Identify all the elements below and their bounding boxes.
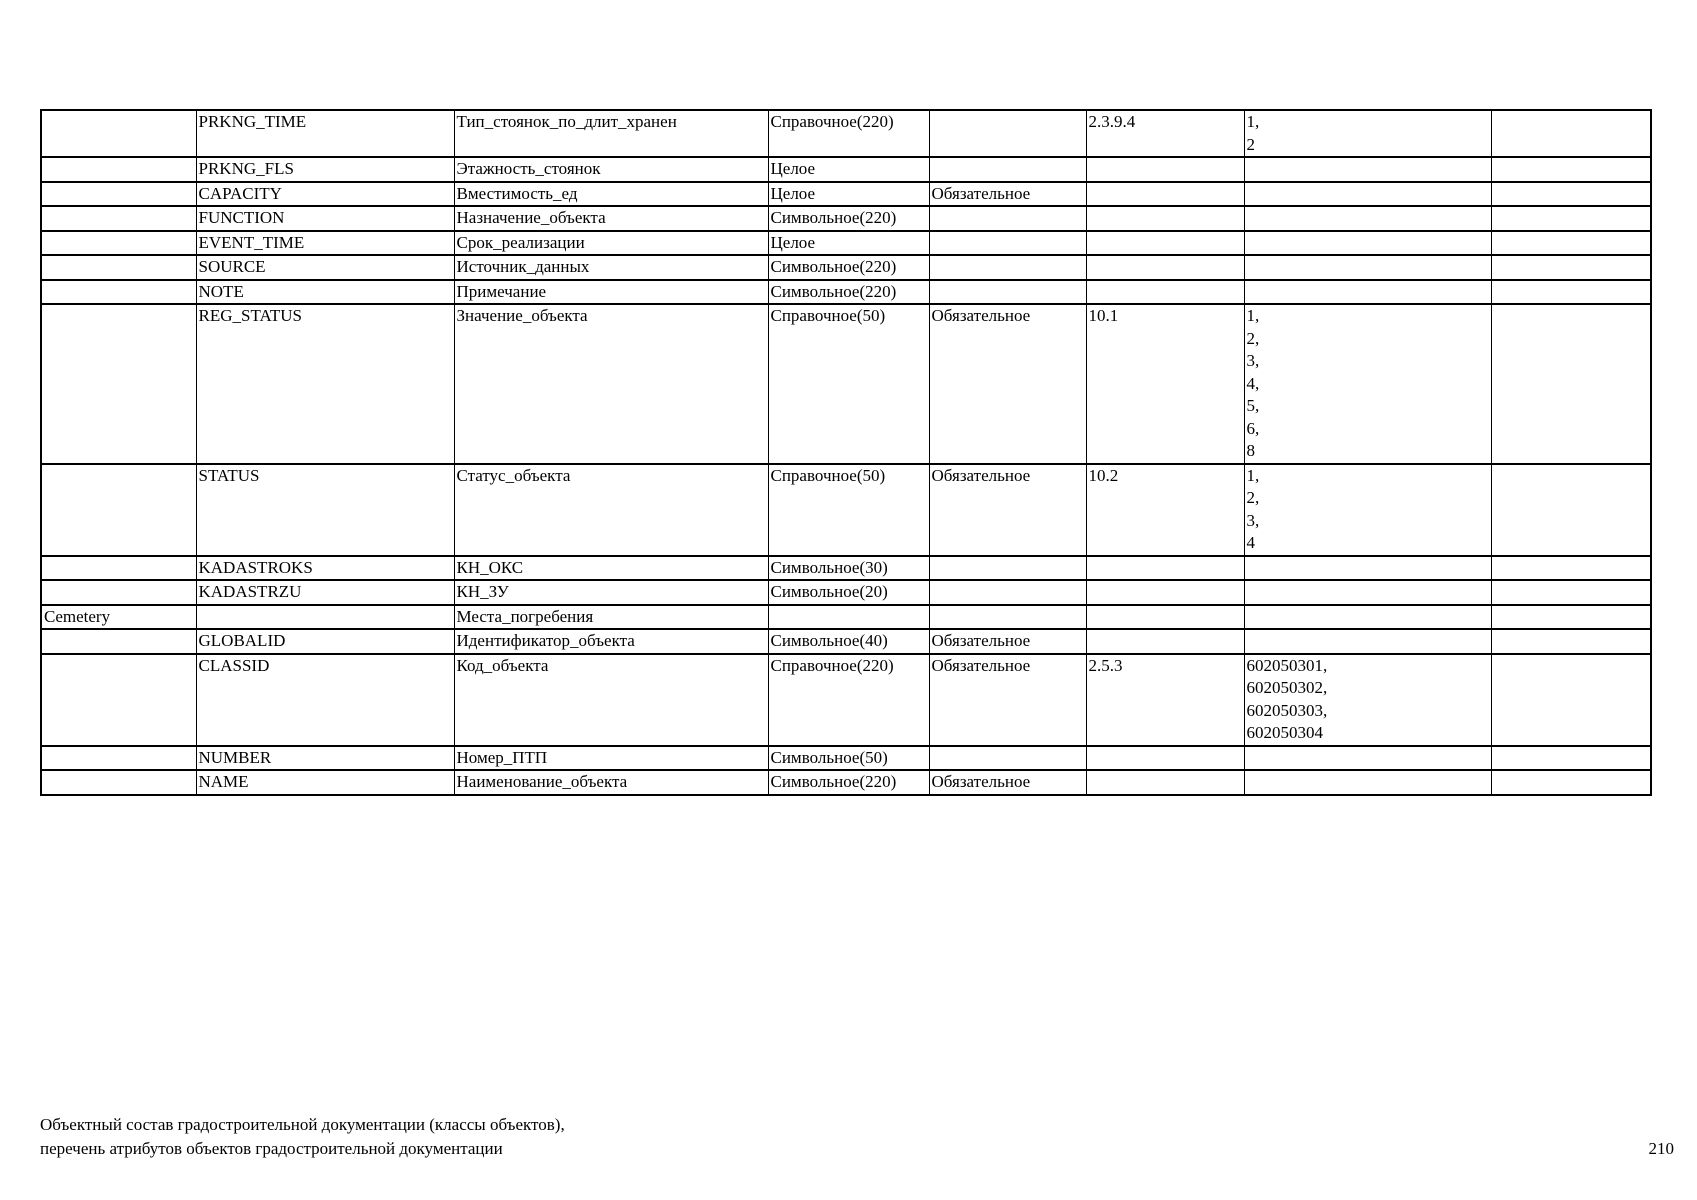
class-name-cell <box>41 255 196 280</box>
class-name-cell <box>41 110 196 157</box>
alias-cell: Вместимость_ед <box>454 182 768 207</box>
field-name-cell: FUNCTION <box>196 206 454 231</box>
table-row <box>41 304 1651 464</box>
required-cell: Обязательное <box>929 770 1086 795</box>
reference-cell <box>1086 182 1244 207</box>
reference-cell: 2.5.3 <box>1086 654 1244 746</box>
field-name-cell: STATUS <box>196 464 454 556</box>
values-cell: 602050301, 602050302, 602050303, 602050304 <box>1244 654 1491 746</box>
note-cell <box>1491 580 1651 605</box>
values-cell <box>1244 182 1491 207</box>
note-cell <box>1491 182 1651 207</box>
alias-cell: Номер_ПТП <box>454 746 768 771</box>
reference-cell <box>1086 556 1244 581</box>
note-cell <box>1491 629 1651 654</box>
field-name-cell: KADASTROKS <box>196 556 454 581</box>
field-name-cell: GLOBALID <box>196 629 454 654</box>
reference-cell <box>1086 206 1244 231</box>
values-cell <box>1244 629 1491 654</box>
alias-cell: КН_ЗУ <box>454 580 768 605</box>
required-cell <box>929 255 1086 280</box>
reference-cell <box>1086 746 1244 771</box>
data-type-cell: Символьное(220) <box>768 255 929 280</box>
table-row <box>41 629 1651 654</box>
alias-cell: Значение_объекта <box>454 304 768 464</box>
reference-cell <box>1086 770 1244 795</box>
field-name-cell: KADASTRZU <box>196 580 454 605</box>
field-name-cell: NUMBER <box>196 746 454 771</box>
required-cell <box>929 605 1086 630</box>
data-type-cell: Символьное(50) <box>768 746 929 771</box>
values-cell <box>1244 157 1491 182</box>
reference-cell: 10.1 <box>1086 304 1244 464</box>
values-cell <box>1244 206 1491 231</box>
table-row <box>41 182 1651 207</box>
required-cell: Обязательное <box>929 464 1086 556</box>
required-cell <box>929 157 1086 182</box>
values-cell <box>1244 580 1491 605</box>
class-name-cell <box>41 280 196 305</box>
required-cell <box>929 110 1086 157</box>
class-name-cell <box>41 304 196 464</box>
data-type-cell: Символьное(220) <box>768 206 929 231</box>
footer-caption <box>40 1113 565 1161</box>
data-type-cell: Справочное(220) <box>768 654 929 746</box>
attributes-table-body <box>41 110 1651 795</box>
reference-cell: 2.3.9.4 <box>1086 110 1244 157</box>
table-row <box>41 605 1651 630</box>
data-type-cell: Символьное(220) <box>768 770 929 795</box>
alias-cell: Назначение_объекта <box>454 206 768 231</box>
alias-cell: Примечание <box>454 280 768 305</box>
table-row <box>41 231 1651 256</box>
field-name-cell: EVENT_TIME <box>196 231 454 256</box>
alias-cell: КН_ОКС <box>454 556 768 581</box>
class-name-cell <box>41 182 196 207</box>
field-name-cell: NAME <box>196 770 454 795</box>
footer-caption-line2: перечень атрибутов объектов градостроительной документации <box>40 1139 503 1158</box>
required-cell <box>929 231 1086 256</box>
values-cell <box>1244 231 1491 256</box>
class-name-cell <box>41 629 196 654</box>
alias-cell: Срок_реализации <box>454 231 768 256</box>
field-name-cell <box>196 605 454 630</box>
values-cell: 1, 2 <box>1244 110 1491 157</box>
note-cell <box>1491 304 1651 464</box>
note-cell <box>1491 280 1651 305</box>
table-row <box>41 464 1651 556</box>
alias-cell: Места_погребения <box>454 605 768 630</box>
values-cell <box>1244 746 1491 771</box>
note-cell <box>1491 605 1651 630</box>
note-cell <box>1491 231 1651 256</box>
data-type-cell: Справочное(50) <box>768 464 929 556</box>
required-cell <box>929 580 1086 605</box>
data-type-cell: Символьное(220) <box>768 280 929 305</box>
note-cell <box>1491 464 1651 556</box>
required-cell <box>929 206 1086 231</box>
required-cell: Обязательное <box>929 654 1086 746</box>
reference-cell <box>1086 280 1244 305</box>
class-name-cell <box>41 556 196 581</box>
data-type-cell: Целое <box>768 231 929 256</box>
note-cell <box>1491 110 1651 157</box>
required-cell: Обязательное <box>929 629 1086 654</box>
required-cell: Обязательное <box>929 304 1086 464</box>
required-cell <box>929 556 1086 581</box>
field-name-cell: SOURCE <box>196 255 454 280</box>
attributes-table <box>40 109 1652 796</box>
class-name-cell <box>41 746 196 771</box>
reference-cell <box>1086 580 1244 605</box>
table-row <box>41 255 1651 280</box>
values-cell <box>1244 556 1491 581</box>
class-name-cell: Cemetery <box>41 605 196 630</box>
data-type-cell: Символьное(30) <box>768 556 929 581</box>
class-name-cell <box>41 157 196 182</box>
table-row <box>41 556 1651 581</box>
required-cell <box>929 746 1086 771</box>
values-cell: 1, 2, 3, 4 <box>1244 464 1491 556</box>
data-type-cell: Целое <box>768 157 929 182</box>
note-cell <box>1491 206 1651 231</box>
note-cell <box>1491 157 1651 182</box>
note-cell <box>1491 746 1651 771</box>
data-type-cell: Справочное(50) <box>768 304 929 464</box>
reference-cell <box>1086 629 1244 654</box>
table-row <box>41 206 1651 231</box>
table-row <box>41 770 1651 795</box>
footer-caption-line1: Объектный состав градостроительной документации (классы объектов), <box>40 1115 565 1134</box>
values-cell <box>1244 770 1491 795</box>
class-name-cell <box>41 206 196 231</box>
data-type-cell <box>768 605 929 630</box>
reference-cell <box>1086 231 1244 256</box>
class-name-cell <box>41 580 196 605</box>
reference-cell <box>1086 605 1244 630</box>
reference-cell: 10.2 <box>1086 464 1244 556</box>
alias-cell: Тип_стоянок_по_длит_хранен <box>454 110 768 157</box>
class-name-cell <box>41 654 196 746</box>
table-row <box>41 110 1651 157</box>
field-name-cell: NOTE <box>196 280 454 305</box>
table-row <box>41 157 1651 182</box>
reference-cell <box>1086 255 1244 280</box>
field-name-cell: PRKNG_TIME <box>196 110 454 157</box>
note-cell <box>1491 654 1651 746</box>
note-cell <box>1491 770 1651 795</box>
page-number: 210 <box>1648 1139 1674 1158</box>
field-name-cell: REG_STATUS <box>196 304 454 464</box>
field-name-cell: CAPACITY <box>196 182 454 207</box>
class-name-cell <box>41 231 196 256</box>
alias-cell: Статус_объекта <box>454 464 768 556</box>
class-name-cell <box>41 770 196 795</box>
table-row <box>41 746 1651 771</box>
class-name-cell <box>41 464 196 556</box>
values-cell <box>1244 280 1491 305</box>
table-row <box>41 654 1651 746</box>
alias-cell: Источник_данных <box>454 255 768 280</box>
values-cell <box>1244 255 1491 280</box>
alias-cell: Этажность_стоянок <box>454 157 768 182</box>
note-cell <box>1491 556 1651 581</box>
data-type-cell: Целое <box>768 182 929 207</box>
required-cell: Обязательное <box>929 182 1086 207</box>
alias-cell: Идентификатор_объекта <box>454 629 768 654</box>
data-type-cell: Справочное(220) <box>768 110 929 157</box>
required-cell <box>929 280 1086 305</box>
values-cell <box>1244 605 1491 630</box>
field-name-cell: CLASSID <box>196 654 454 746</box>
table-row <box>41 580 1651 605</box>
table-row <box>41 280 1651 305</box>
reference-cell <box>1086 157 1244 182</box>
field-name-cell: PRKNG_FLS <box>196 157 454 182</box>
data-type-cell: Символьное(40) <box>768 629 929 654</box>
alias-cell: Наименование_объекта <box>454 770 768 795</box>
alias-cell: Код_объекта <box>454 654 768 746</box>
values-cell: 1, 2, 3, 4, 5, 6, 8 <box>1244 304 1491 464</box>
data-type-cell: Символьное(20) <box>768 580 929 605</box>
note-cell <box>1491 255 1651 280</box>
